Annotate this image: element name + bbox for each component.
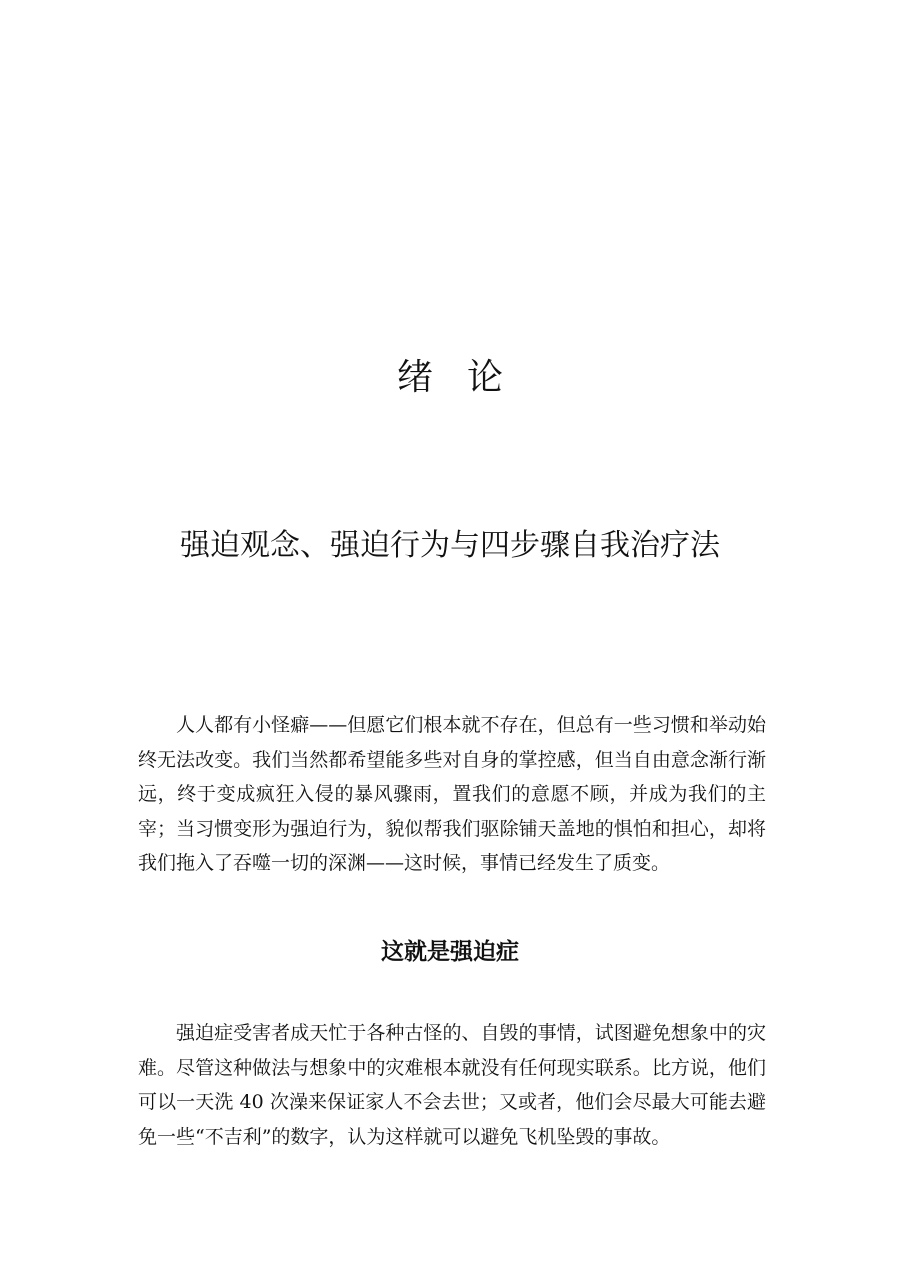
section-paragraph: 强迫症受害者成天忙于各种古怪的、自毁的事情，试图避免想象中的灾难。尽管这种做法与想象中的灾难根本就没有任何现实联系。比方说，他们可以一天洗 40 次澡来保证家人不会去世；又或者，他们会尽最大可能去避免一些“不吉利”的数字，认为这样就可以避免飞机坠毁的事故。 — [138, 1022, 766, 1148]
chapter-subtitle: 强迫观念、强迫行为与四步骤自我治疗法 — [180, 528, 720, 563]
intro-paragraph: 人人都有小怪癖——但愿它们根本就不存在，但总有一些习惯和举动始终无法改变。我们当然都希望能多些对自身的掌控感，但当自由意念渐行渐远，终于变成疯狂入侵的暴风骤雨，置我们的意愿不顾，并成为我们的主宰；当习惯变形为强迫行为，貌似帮我们驱除铺天盖地的惧怕和担心，却将我们拖入了吞噬一切的深渊——这时候，事情已经发生了质变。 — [138, 714, 766, 874]
section-heading: 这就是强迫症 — [381, 939, 519, 965]
chapter-title: 绪论 — [396, 357, 537, 398]
